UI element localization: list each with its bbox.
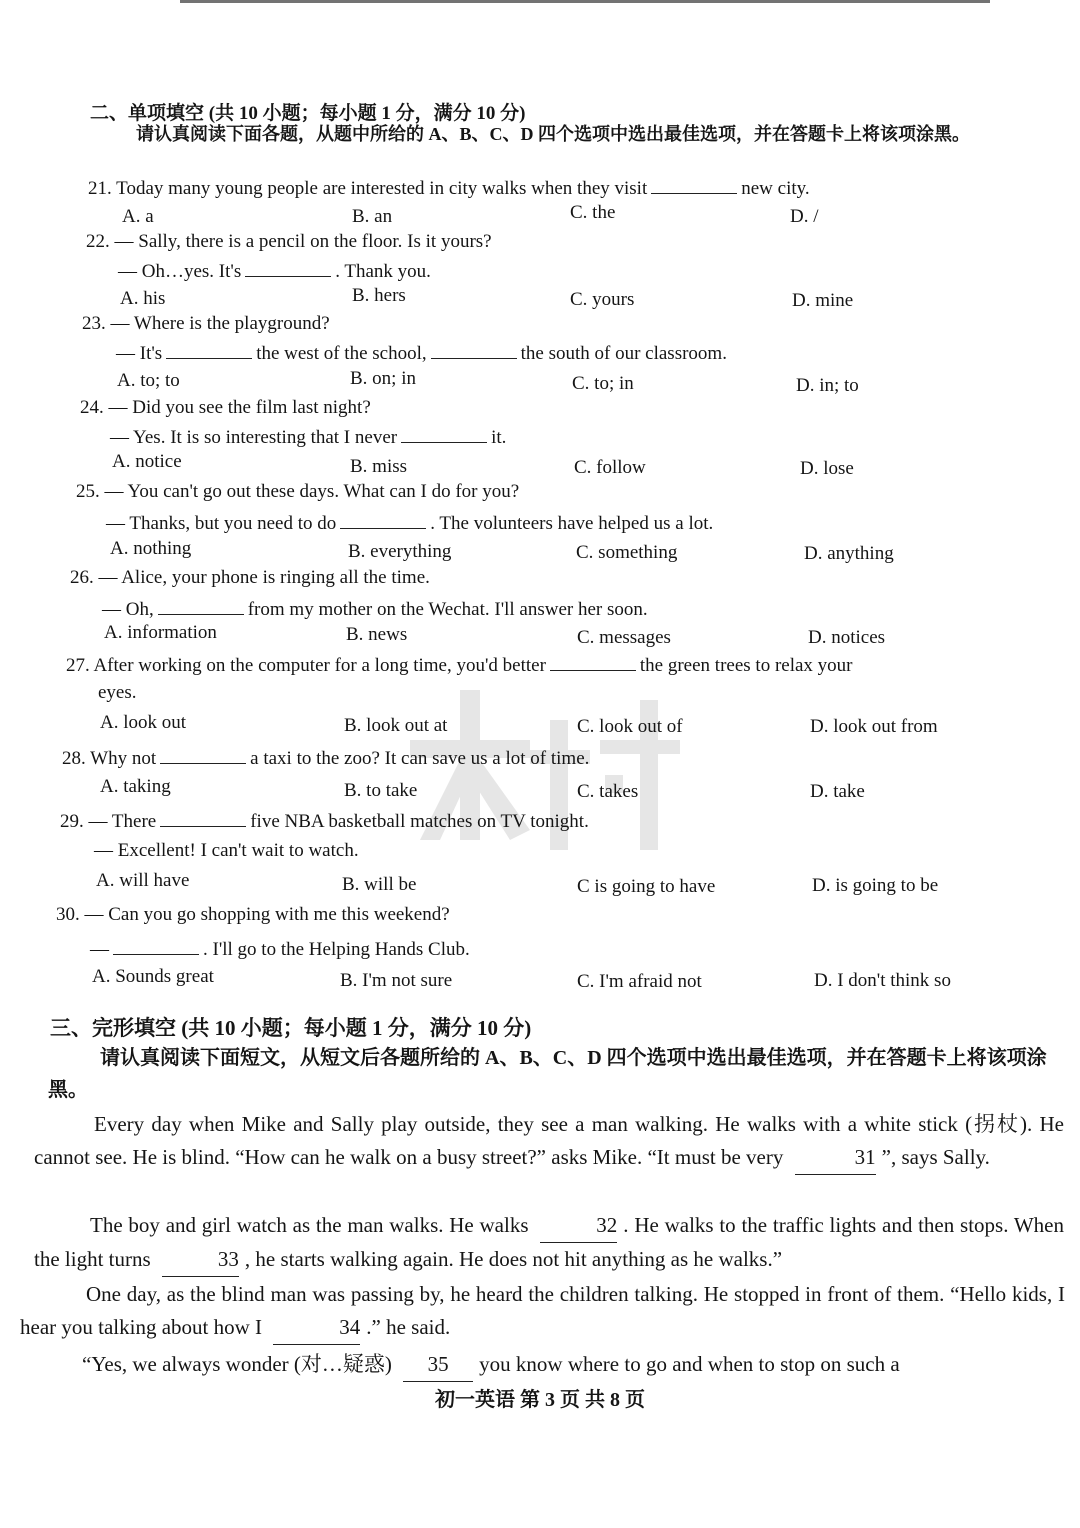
cloze-blank-35: 35 <box>403 1348 473 1382</box>
question-30 <box>56 904 450 926</box>
question-22-answer-line <box>118 258 431 283</box>
answer-blank <box>160 745 246 764</box>
cloze-blank-34: 34 <box>273 1311 360 1345</box>
question-text: — Alice, your phone is ringing all the time. <box>98 567 430 588</box>
cloze-paragraph-1 <box>34 1108 1064 1175</box>
answer-blank <box>340 510 426 529</box>
question-text: new city. <box>741 178 810 199</box>
answer-blank <box>166 340 252 359</box>
option-b: B. on; in <box>350 368 416 389</box>
question-text: it. <box>491 427 507 448</box>
option-a: A. information <box>104 622 217 643</box>
option-d: D. notices <box>808 627 886 648</box>
section-3-title: 三、完形填空 (共 10 小题；每小题 1 分，满分 10 分) <box>50 1016 532 1040</box>
option-b: B. hers <box>352 285 406 306</box>
option-d: D. I don't think so <box>814 970 951 991</box>
question-text: — Oh, <box>102 599 154 620</box>
question-text: . I'll go to the Helping Hands Club. <box>203 939 470 960</box>
option-d: D. anything <box>804 543 894 564</box>
question-24-answer-line <box>110 424 506 449</box>
option-a: A. Sounds great <box>92 966 214 987</box>
option-c: C. takes <box>577 781 639 802</box>
cloze-blank-31: 31 <box>795 1141 876 1175</box>
passage-text: you know where to go and when to stop on such a <box>479 1352 900 1376</box>
scan-top-edge <box>180 0 990 3</box>
option-c: C. yours <box>570 289 635 310</box>
answer-blank <box>245 258 331 277</box>
option-d: D. is going to be <box>812 875 939 896</box>
question-text: Today many young people are interested in city walks when they visit <box>116 178 648 199</box>
passage-text: “Yes, we always wonder (对…疑惑) <box>82 1352 392 1376</box>
option-b: B. news <box>346 624 408 645</box>
option-a: A. will have <box>96 870 190 891</box>
question-number: 25. <box>76 481 100 502</box>
question-text: . Thank you. <box>335 261 431 282</box>
question-29 <box>60 808 589 833</box>
option-b: B. miss <box>350 456 408 477</box>
section-3-instruction: 请认真阅读下面短文，从短文后各题所给的 A、B、C、D 四个选项中选出最佳选项，并在答题卡上将该项涂黑。 <box>48 1047 1047 1101</box>
question-25 <box>76 481 519 503</box>
question-text: — Yes. It is so interesting that I never <box>110 427 398 448</box>
option-d: D. in; to <box>796 375 859 396</box>
option-b: B. to take <box>344 780 418 801</box>
option-c: C. follow <box>574 457 646 478</box>
cloze-paragraph-2 <box>34 1209 1064 1277</box>
option-c: C. I'm afraid not <box>577 971 702 992</box>
option-a: A. notice <box>112 451 182 472</box>
question-text: — Sally, there is a pencil on the floor. Is it yours? <box>114 231 492 252</box>
question-text: — Can you go shopping with me this weekend? <box>84 904 450 925</box>
question-text: After working on the computer for a long time, you'd better <box>93 655 546 676</box>
question-text: — It's <box>116 343 163 364</box>
passage-text: ”, says Sally. <box>881 1145 990 1169</box>
question-text: the green trees to relax your <box>639 655 853 676</box>
question-text: — <box>90 939 109 960</box>
question-text: — Did you see the film last night? <box>108 397 371 418</box>
passage-text: The boy and girl watch as the man walks. He walks <box>90 1213 529 1237</box>
question-number: 22. <box>86 231 110 252</box>
question-number: 26. <box>70 567 94 588</box>
cloze-blank-32: 32 <box>540 1209 617 1243</box>
option-c: C. something <box>576 542 678 563</box>
question-number: 21. <box>88 178 112 199</box>
cloze-paragraph-4 <box>82 1348 1072 1382</box>
question-number: 30. <box>56 904 80 925</box>
question-27-continuation: eyes. <box>98 682 137 703</box>
passage-text: One day, as the blind man was passing by, he heard the children talking. He stopped in front of them. “Hello kids, I hear you talking about how I <box>20 1282 1065 1339</box>
option-d: D. look out from <box>810 716 938 737</box>
option-c: C is going to have <box>577 876 716 897</box>
question-number: 24. <box>80 397 104 418</box>
option-a: A. a <box>122 206 154 227</box>
option-d: D. / <box>790 206 819 227</box>
question-text: Why not <box>90 748 157 769</box>
question-23-answer-line <box>116 340 727 365</box>
cloze-blank-33: 33 <box>162 1243 239 1277</box>
question-text: five NBA basketball matches on TV tonight. <box>250 811 589 832</box>
question-number: 28. <box>62 748 86 769</box>
passage-text: .” he said. <box>366 1315 451 1339</box>
question-text: — There <box>88 811 157 832</box>
question-text: the south of our classroom. <box>520 343 727 364</box>
option-a: A. taking <box>100 776 171 797</box>
question-29-answer-line: — Excellent! I can't wait to watch. <box>94 840 359 861</box>
option-d: D. mine <box>792 290 854 311</box>
option-b: B. everything <box>348 541 452 562</box>
option-b: B. look out at <box>344 715 448 736</box>
option-b: B. I'm not sure <box>340 970 453 991</box>
passage-text: . He walks to the traffic lights and then stops. When the light turns <box>34 1213 1064 1271</box>
option-a: A. look out <box>100 712 187 733</box>
section-2-instruction: 请认真阅读下面各题，从题中所给的 A、B、C、D 四个选项中选出最佳选项，并在答题卡上将该项涂黑。 <box>136 124 970 144</box>
question-number: 29. <box>60 811 84 832</box>
question-24 <box>80 397 371 419</box>
question-23 <box>82 313 330 335</box>
answer-blank <box>158 596 244 615</box>
question-text: — You can't go out these days. What can I do for you? <box>104 481 520 502</box>
passage-text: , he starts walking again. He does not hit anything as he walks.” <box>244 1247 783 1271</box>
option-b: B. an <box>352 206 393 227</box>
question-text: a taxi to the zoo? It can save us a lot of time. <box>250 748 590 769</box>
question-22 <box>86 231 492 253</box>
question-number: 27. <box>66 655 90 676</box>
question-28 <box>62 745 589 770</box>
question-26 <box>70 567 430 589</box>
question-text: — Where is the playground? <box>110 313 330 334</box>
question-text: — Thanks, but you need to do <box>106 513 337 534</box>
option-d: D. lose <box>800 458 854 479</box>
cloze-paragraph-3 <box>20 1278 1065 1345</box>
answer-blank <box>431 340 517 359</box>
question-text: — Oh…yes. It's <box>118 261 242 282</box>
answer-blank <box>550 652 636 671</box>
passage-text: Every day when Mike and Sally play outside, they see a man walking. He walks with a white stick (拐杖). He cannot see. He is blind. “How can he walk on a busy street?” asks Mike. “It must be very <box>34 1112 1064 1169</box>
page-footer: 初一英语 第 3 页 共 8 页 <box>435 1389 645 1411</box>
question-26-answer-line <box>102 596 648 621</box>
option-d: D. take <box>810 781 865 802</box>
question-30-answer-line <box>90 936 470 961</box>
watermark-logo <box>400 680 720 860</box>
option-c: C. to; in <box>572 373 634 394</box>
answer-blank <box>651 175 737 194</box>
option-a: A. nothing <box>110 538 192 559</box>
option-a: A. to; to <box>117 370 180 391</box>
answer-blank <box>401 424 487 443</box>
question-text: the west of the school, <box>256 343 427 364</box>
option-c: C. messages <box>577 627 671 648</box>
question-text: . The volunteers have helped us a lot. <box>430 513 714 534</box>
option-c: C. the <box>570 202 616 223</box>
question-number: 23. <box>82 313 106 334</box>
answer-blank <box>160 808 246 827</box>
option-a: A. his <box>120 288 166 309</box>
question-21 <box>88 175 810 200</box>
option-c: C. look out of <box>577 716 683 737</box>
section-2-title: 二、单项填空 (共 10 小题；每小题 1 分，满分 10 分) <box>90 103 526 124</box>
answer-blank <box>113 936 199 955</box>
question-27 <box>66 652 853 677</box>
option-b: B. will be <box>342 874 417 895</box>
question-25-answer-line <box>106 510 713 535</box>
question-text: from my mother on the Wechat. I'll answer her soon. <box>247 599 648 620</box>
